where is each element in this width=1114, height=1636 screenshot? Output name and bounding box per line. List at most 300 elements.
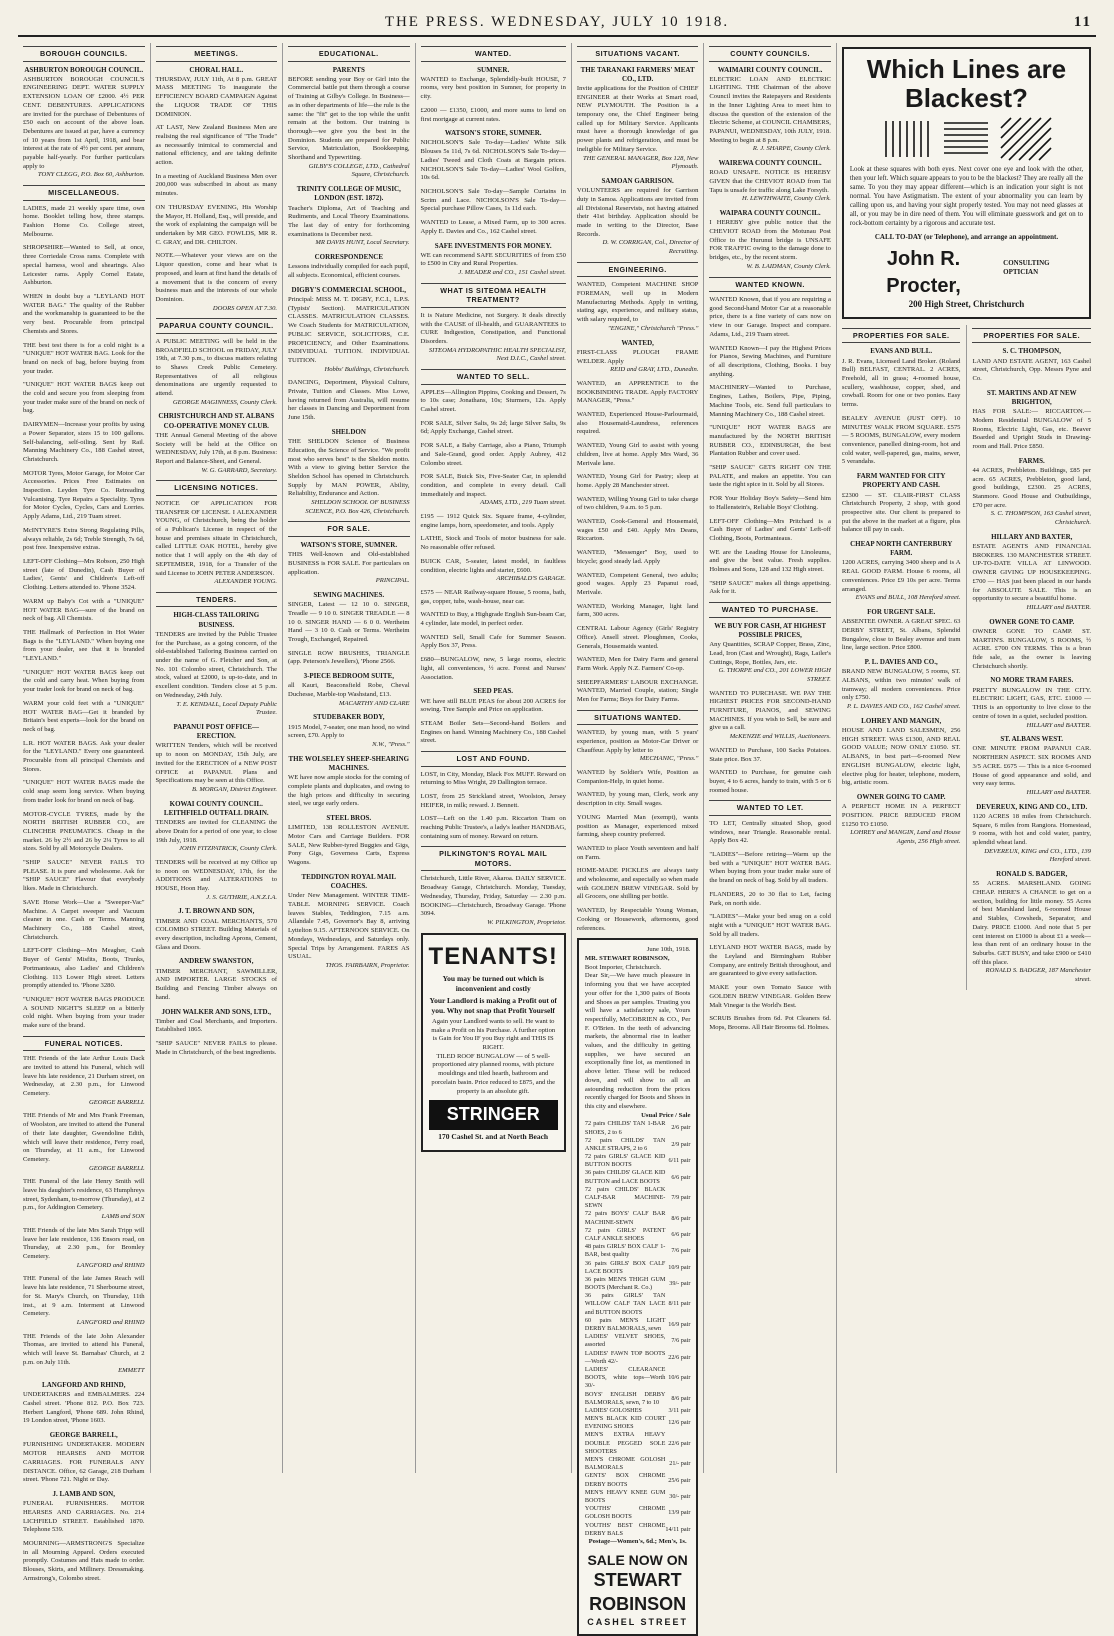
- classified-ad: [288, 379, 410, 423]
- ad-signature: JOHN FITZPATRICK, County Clerk.: [179, 845, 278, 853]
- optician-role: CONSULTING OPTICIAN: [1003, 259, 1050, 277]
- classified-ad: [577, 177, 699, 257]
- ad-body: YOUNG Married Man (exempt), wants position as Manager, experienced mixed farming, sheep country preferred.: [576, 813, 699, 839]
- ad-body: WANTED to Purchase, 100 Sacks Potatoes. State price. Box 37.: [709, 746, 831, 763]
- classified-ad: [23, 1055, 145, 1107]
- ad-signature: REID and GRAY, LTD., Dunedin.: [610, 366, 699, 374]
- classified-ad: [972, 618, 1091, 672]
- page-number: 11: [1073, 14, 1092, 30]
- ad-signature: S. C. THOMPSON, 163 Cashel street, Christchurch.: [990, 510, 1092, 527]
- classified-ad: [577, 867, 699, 902]
- ad-signature: "ENGINE," Christchurch "Press.": [607, 324, 699, 332]
- classified-ad: [288, 713, 410, 749]
- section-heading: PAPARUA COUNTY COUNCIL.: [156, 318, 278, 334]
- ad-signature: Hobbs' Buildings, Christchurch.: [324, 365, 410, 373]
- ad-signature: J. S. GUTHRIE, A.N.Z.I.A.: [206, 893, 278, 901]
- price-value: 6/6 pair: [671, 1173, 691, 1181]
- ad-body: ASHBURTON BOROUGH COUNCIL'S ENGINEERING DEPT. WATER SUPPLY EXTENSION LOAN OF £2000. 4½ PER CENT. DEBENTURES. APPLICATIONS are invited for the purchase of Debentures of £50 each on account of the above loan. Debentures are issued at par, have a currency of 10 years from 1st April, 1918, and bear interest at the rate of 4½ per cent. per annum, payable half-yearly. For further particulars apply to: [23, 75, 145, 170]
- ad-body: WANTED to place Youth seventeen and half on Farm.: [576, 844, 699, 861]
- ad-body: "SHIP SAUCE" NEVER FAILS TO PLEASE. It is pure and wholesome. Ask for "SHIP SAUCE" Flavour that everybody likes. Made in Christchurch.: [23, 859, 145, 893]
- classified-ad: [288, 755, 410, 809]
- price-value: 12/6 pair: [668, 1419, 691, 1427]
- ad-signature: DOORS OPEN AT 7.30.: [212, 304, 278, 312]
- ad-body: McINTYRE'S Extra Strong Regulating Pills, always reliable, 2s 6d; Treble Strength, 7s 6d, post free. Inexpensive extras.: [23, 526, 145, 552]
- price-value: 10/6 pair: [668, 1374, 691, 1382]
- ad-body: WANTED to Purchase, for genuine cash buyer, 4 to 6 acres, handy to train, with 5 or 6 roomed house.: [709, 769, 831, 794]
- price-value: 2/9 pair: [671, 1140, 691, 1148]
- classified-ad: [288, 253, 410, 281]
- ad-title: 3-PIECE BEDROOM SUITE,: [303, 672, 394, 681]
- column-7: [837, 43, 1096, 1473]
- price-item: MEN'S CHROME GOLOSH BALMORALS: [584, 1456, 666, 1472]
- ad-signature: GILBY'S COLLEGE, LTD., Cathedral Square, Christchurch.: [308, 162, 410, 179]
- price-value: 7/9 pair: [671, 1194, 691, 1202]
- classified-ad: [23, 1178, 145, 1222]
- price-item: LADIES' VELVET SHOES, assorted: [584, 1333, 666, 1349]
- ad-body: LAND AND ESTATE AGENT, 163 Cashel street, Christchurch, Opp. Messrs Pyne and Co.: [972, 357, 1092, 382]
- ad-signature: G. THORPE and CO., 201 LOWER HIGH STREET.: [718, 667, 831, 683]
- tenants-ad: [421, 933, 566, 1152]
- optician-question: Which Lines are Blackest?: [866, 54, 1067, 113]
- ad-body: SINGER, Latest — 12 10 0. SINGER, Treadle — 9 10 0. SINGER TREADLE — 8 10 0. SINGER HAND — 6 0 0. Wertheim Hand — 3 10 0. Cash or Terms. Wertheim Trough, Exchanged, Repaired.: [288, 601, 410, 644]
- classified-ad: [156, 338, 278, 408]
- ad-body: £195 — 1912 Quick Six. Square frame, 4-cylinder, engine lamps, horn, speedometer, and tools. Apply: [420, 513, 566, 529]
- classified-ad: [288, 428, 410, 517]
- ad-body: "UNIQUE" HOT WATER BAGS keep out the cold and secure you from sleeping from your trader make sure of the brand on neck of bag.: [23, 381, 145, 415]
- ad-title: WAIPARA COUNTY COUNCIL.: [719, 209, 821, 218]
- ad-body: £680—BUNGALOW, new, 5 large rooms, electric light, all conveniences, ½ acre. Forest and Nurses' Association.: [420, 656, 566, 681]
- ad-body: LADIES, made 21 weekly spare time, own home. Booklet telling how, three stamps. Fashion Home Co. College street, Melbourne.: [23, 204, 145, 238]
- classified-ad: [156, 1008, 278, 1036]
- price-item: 36 pairs GIRLS' TAN WILLOW CALF TAN LACE and BUTTON BOOTS: [584, 1292, 666, 1316]
- ad-signature: B. MORGAN, District Engineer.: [192, 785, 278, 793]
- price-row: [585, 1186, 691, 1211]
- classified-ad: [842, 608, 961, 653]
- optician-address: 200 High Street, Christchurch: [908, 298, 1025, 309]
- classified-ad: [421, 815, 566, 841]
- classified-ad: [23, 740, 145, 775]
- classified-ad: [421, 107, 566, 124]
- price-row: [585, 1456, 691, 1472]
- classified-ad: [709, 66, 831, 155]
- classified-ad: [577, 625, 699, 651]
- classified-ad: [23, 779, 145, 805]
- ad-body: Principal: MISS M. T. DIGBY, F.C.I., L.P.S. (Typists' Section). MATRICULATION CLASSES. MATRICULATION CLASSES. We Coach Students for MATRICULATION, PUBLIC SERVICE, SOLICITORS, C.E. PROFICIENCY, and Other Examinations. INDIVIDUAL TUITION. INDIVIDUAL TUITION.: [288, 296, 410, 364]
- ad-body: NICHOLSON'S Sale To-day—Sample Curtains in Scrim and Lace. NICHOLSON'S Sale To-day—Special purchase Pillow Cases, 1s 11d each.: [420, 188, 566, 213]
- ad-title: OWNER GONE TO CAMP.: [989, 617, 1075, 626]
- ad-title: SEWING MACHINES.: [313, 590, 385, 599]
- ad-body: WANTED Known, that if you are requiring a good Second-hand Motor Car at a reasonable price, there is a fine variety of cars now on view in our Garage. Inspect and compare. Adams, Ltd., 219 Tuam street.: [709, 296, 831, 338]
- classified-ad: [23, 1333, 145, 1377]
- ad-body: LATHE, Stock and Tools of motor business for sale. No reasonable offer refused.: [420, 535, 566, 552]
- ad-title: OWNER GOING TO CAMP.: [856, 792, 946, 801]
- section-heading: PILKINGTON'S ROYAL MAIL MOTORS.: [421, 846, 566, 871]
- ad-body: 55 ACRES. MARSHLAND. GOING CHEAP. HERE'S A CHANCE to get on a section, building for little money. 55 Acres of best Marshland land, 6-roomed House and Stables, Cowsheds, Separator, and Dairy. PRICE £1000. And note that 5 per cent interest on £1000 is about £1 a week—less than rent of an ordinary house in the Suburbs. GET BUSY, and take £900 or £410 off this place.: [972, 880, 1092, 966]
- price-value: 3/11 pair: [668, 1406, 691, 1414]
- ad-body: WANTED to Lease, a Mixed Farm, up to 300 acres. Apply E. Davies and Co., 162 Cashel street.: [420, 219, 566, 235]
- ad-body: "UNIQUE" HOT WATER BAGS PRODUCE A SOUND NIGHT'S SLEEP on a bitterly cold night. When buying from your trader make sure of the brand.: [23, 995, 145, 1030]
- ad-title: FOR URGENT SALE.: [867, 608, 936, 616]
- ad-body: 1200 ACRES, carrying 3400 sheep and is A REAL GOOD FARM. House 6 rooms, all conveniences. Price £9 10s per acre. Terms arranged.: [841, 559, 961, 593]
- ad-signature: H. LEWTHWAITE, County Clerk.: [741, 195, 831, 203]
- price-value: 30/- pair: [669, 1492, 691, 1500]
- classified-ad: [421, 219, 566, 236]
- ad-title: SEED PEAS.: [473, 687, 514, 696]
- ad-signature: THE GENERAL MANAGER, Box 128, New Plymouth.: [582, 154, 699, 171]
- ad-body: LOST, from 25 Strickland street, Woolston, Jersey HEIFER, in milk; reward. J. Bennett.: [420, 792, 566, 809]
- classified-ad: [709, 345, 831, 380]
- price-value: 2/6 pair: [671, 1124, 691, 1132]
- ad-title: WATSON'S STORE, SUMNER.: [444, 129, 542, 138]
- ad-body: FLANDERS, 20 to 30 flat to Let, facing Park, on north side.: [709, 890, 831, 907]
- price-row: [585, 1120, 691, 1136]
- horizontal-lines-square: [941, 118, 991, 160]
- price-value: 16/9 pair: [668, 1320, 691, 1328]
- ad-body: WRITTEN Tenders, which will be received up to noon on MONDAY, 15th July, are invited for the ERECTION of a NEW POST OFFICE at PAPANUI. Plans and Specifications may be seen at this Office.: [155, 742, 278, 785]
- ad-signature: EVANS and BULL, 108 Hereford street.: [855, 594, 961, 602]
- classified-ad: [709, 495, 831, 512]
- classified-ad: [709, 747, 831, 764]
- classified-ad: [577, 339, 699, 375]
- ad-signature: LANGFORD and RHIND: [76, 1261, 145, 1269]
- ad-body: WE have now ample stocks for the coming of complete plants and duplicates, and owing to the high prices and difficulty in securing steel, we urge early orders.: [288, 774, 410, 808]
- classified-ad: [709, 913, 831, 939]
- ad-body: FOR SALE, Buick Six, Five-Seater Car, in splendid condition, and complete in every detail. Call immediately and inspect.: [420, 473, 566, 498]
- section-heading: PROPERTIES FOR SALE.: [842, 328, 961, 344]
- classified-ad: [156, 66, 278, 120]
- ad-title: SAMOAN GARRISON.: [601, 177, 674, 185]
- ad-title: DIGBY'S COMMERCIAL SCHOOL,: [291, 285, 407, 294]
- ad-body: THE Annual General Meeting of the above Society will be held at the Office on WEDNESDAY, July 17th, at 8 p.m. Business: Report and Balance-Sheet, and General.: [155, 431, 278, 466]
- classified-ad: [288, 591, 410, 645]
- section-heading: SITUATIONS VACANT.: [577, 46, 699, 62]
- classified-ad: [709, 891, 831, 908]
- masthead: [18, 14, 1096, 37]
- ad-body: STEAM Boiler Sets—Second-hand Boilers and Engines on hand. Winning Machinery Co., 188 Cashel street.: [420, 719, 566, 745]
- ad-body: WANTED, by Respectable Young Woman, Cooking or Housework, afternoons, good references.: [576, 907, 699, 932]
- ad-body: MAKE your own Tomato Sauce with GOLDEN BREW VINEGAR. Golden Brew Malt Vinegar is the World's Best.: [709, 984, 831, 1009]
- price-item: LADIES' FAWN TOP BOOTS—Worth 42/-: [584, 1349, 666, 1365]
- price-item: 36 pairs MEN'S THIGH GUM BOOTS (Merchant R. Co.): [584, 1275, 666, 1292]
- classified-ad: [23, 669, 145, 695]
- ad-title: PARENTS: [332, 65, 365, 74]
- ad-body: £575 — NEAR Railway-square House, 5 rooms, bath, gas, copper, tubs, wash-house, near car.: [420, 588, 566, 605]
- price-item: 72 pairs CHILDS' TAN ANKLE STRAPS, 2 to 6: [584, 1136, 666, 1152]
- price-row: [585, 1292, 691, 1317]
- price-row: [585, 1366, 691, 1391]
- price-table-header: Usual Price / Sale: [641, 1111, 691, 1119]
- ad-body: WANTED, by young man, with 5 years' experience, position as Motor-Car Driver or Chauffeur. Apply by letter to: [576, 729, 699, 754]
- ad-body: HAS FOR SALE:— RICCARTON.— Modern Residential BUNGALOW of 5 Rooms, Electric Light, Gas, etc. Beaver Boarded and Upright Studs in Drawing-room and Hall. Price £850.: [972, 408, 1092, 450]
- ad-body: THE best test there is for a cold night is a "UNIQUE" HOT WATER BAG. Look for the brand on neck of bag, before buying from your trader.: [23, 341, 145, 375]
- section-heading: WANTED.: [421, 46, 566, 62]
- ad-body: "UNIQUE" HOT WATER BAGS made the cold snap seem long service. When buying from trader look for brand on neck of bag.: [23, 779, 145, 804]
- ad-body: THE Funeral of the late Henry Smith will leave his daughter's residence, 63 Humphreys street, Sydenham, to-morrow (Thursday), at 2 p.m., for Addington Cemetery.: [23, 1178, 145, 1212]
- ad-body: VOLUNTEERS are required for Garrison duty in Samoa. Applications are invited from all Divisional Reservists, not having attained their 41st birthday. Application should be made in writing to the Director, Base Records.: [576, 187, 699, 238]
- classified-ad: [577, 572, 699, 598]
- ad-title: FARMS.: [1018, 456, 1045, 465]
- price-item: MEN'S BLACK KID COURT EVENING SHOES: [584, 1415, 666, 1431]
- classified-ad: [23, 629, 145, 664]
- classified-ad: [23, 598, 145, 624]
- optician-cta: CALL TO-DAY (or Telephone), and arrange an appointment.: [874, 232, 1059, 241]
- ad-body: MOTOR-CYCLE TYRES, made by the NORTH BRITISH RUBBER CO., are CLINCHER PNEUMATICS. Cheap in the market. 26 by 2½ and 26 by 2¼ Tyres to all sizes. Sold by all Motorcycle Dealers.: [23, 810, 145, 853]
- ad-body: WARM up Baby's Cot with a "UNIQUE" HOT WATER BAG—sure of the brand on neck of bag. All Chemists.: [23, 597, 145, 623]
- classified-ad: [23, 1381, 145, 1426]
- price-row: [585, 1472, 691, 1488]
- classified-ad: [421, 242, 566, 278]
- column-1: [18, 43, 151, 1582]
- ad-body: HOUSE AND LAND SALESMEN, 256 HIGH STREET. WAS £1300, AND REAL GOOD VALUE; NOW ONLY £1050. ST. ALBANS, in best part—6-roomed New ENGLISH BUNGALOW, electric light, elective plug for heater, telephone, modern, big, artistic room.: [841, 727, 961, 787]
- ad-title: WANTED,: [621, 338, 654, 347]
- ad-body: WANTED, by young man, Clerk, work any description in city. Small wages.: [576, 791, 699, 808]
- ad-body: 44 ACRES, Prebbleton. Buildings, £85 per acre. 65 ACRES, Prebbleton, good land, good buildings, £2300. 25 ACRES, Stanmore. Good House and Outbuildings, £70 per acre.: [972, 466, 1092, 509]
- ad-body: ESTATE AGENTS AND FINANCIAL BROKERS. 130 MANCHESTER STREET. UP-TO-DATE VILLA AT LINWOOD. OWNER GIVING UP HOUSEKEEPING. £700 — HAS just been placed in our hands for ABSOLUTE SALE. This is an opportunity to secure a beautiful home.: [972, 543, 1092, 603]
- ad-title: FARM WANTED FOR CITY PROPERTY AND CASH.: [856, 472, 946, 490]
- ad-body: Teacher's Diploma, Art of Teaching and Rudiments, and Local Theory Examinations. The last day of entry for forthcoming examinations is December next.: [288, 204, 410, 238]
- ad-body: TENDERS will be received at my Office up to noon on WEDNESDAY, 17th, for the ADDITIONS and ALTERATIONS to HOUSE, Hoon Hay.: [155, 858, 278, 893]
- classified-ad: [577, 442, 699, 468]
- ad-signature: W. B. LAIDMAN, County Clerk.: [746, 262, 831, 270]
- letter-body: Dear Sir,—We have much pleasure in informing you that we have accepted your offer for the 1,300 pairs of Boots and Shoes as per samples. Trusting you will have a satisfactory sale, Yours respectfully, McCOBRIEN & CO., Per F. O'Brien. In the teeth of advancing markets, the abnormal rise in leather values, and the difficulty in getting supplies, we have secured an exceptionally fine lot, as mentioned in above letter. These will be reduced down, and will show to all an astounding reduction from the prices recently charged for Boots and Shoes in this city and elsewhere.: [584, 972, 691, 1110]
- ad-body: £2300 — ST. CLAIR-FIRST CLASS Christchurch Property, 2 shop, with good prospective site. Our client is prepared to put the above in the market at a figure, plus balance till pay in cash.: [841, 491, 961, 534]
- ad-body: "UNIQUE" HOT WATER BAGS are manufactured by the NORTH BRITISH RUBBER CO., EDINBURGH, the best Plantation Rubber and cover used.: [709, 424, 831, 458]
- classified-ad: [709, 518, 831, 544]
- ad-body: THIS Well-known and Old-established BUSINESS is FOR SALE. For particulars on application.: [288, 551, 410, 576]
- classified-ad: [842, 658, 961, 712]
- ad-body: 1915 Model, 7-seater, one man hood, no wind screen, £70. Apply to: [288, 723, 410, 740]
- ad-title: KOWAI COUNTY COUNCIL. LEITHFIELD OUTFALL DRAIN.: [163, 799, 269, 817]
- ad-body: TENDERS are invited for CLEANING the above Drain for a period of one year, to close 19th July, 1918.: [155, 819, 278, 844]
- price-value: 14/11 pair: [665, 1525, 691, 1533]
- ad-title: WATSON'S STORE, SUMNER.: [300, 540, 398, 549]
- ad-body: WE have still BLUE PEAS for about 200 ACRES for sowing. Tree Sample and Price on application.: [420, 697, 566, 714]
- classified-ad: [156, 252, 278, 313]
- diagonal-lines-square: [1001, 118, 1051, 160]
- classified-ad: [23, 66, 145, 181]
- ad-title: SUMNER.: [477, 65, 510, 74]
- classified-ad: [23, 205, 145, 240]
- ad-body: SHROPSHIRE—Wanted to Sell, at once, three Corriedale Cross rams. Complete with special harness, wool and shearings. Also Leicester rams. Apply Cornel Estate, Ashburton.: [23, 244, 145, 287]
- ad-body: WHEN in doubt buy a "LEYLAND HOT WATER BAG." The quality of the Rubber and the workmanship is guaranteed to be the very best. Procurable from principal Chemists and Stores.: [23, 293, 145, 335]
- tenants-line: Again your Landlord wants to sell. He want to make a Profit on his Purchase. A further option is Gain for You IF you Buy right and THIS IS RIGHT.: [431, 1017, 556, 1051]
- section-heading: MEETINGS.: [156, 46, 278, 62]
- classified-ad: [421, 611, 566, 628]
- classified-ad: [577, 845, 699, 862]
- ad-title: GEORGE BARRELL,: [49, 1431, 118, 1440]
- price-row: [585, 1317, 691, 1333]
- ad-body: "SHIP SAUCE" GETS RIGHT ON THE PALATE, and makes an appetite. You can taste the right spice in it. Sold by all Stores.: [709, 464, 831, 489]
- ad-body: CENTRAL Labour Agency (Girls' Registry Office). Ansell street. Ploughmen, Cooks, Generals, Housemaids wanted.: [576, 625, 699, 650]
- price-row: [585, 1407, 691, 1415]
- ad-body: "SHIP SAUCE" makes all things appetising. Ask for it.: [709, 579, 831, 596]
- ad-body: FOR SALE, a Baby Carriage, also a Piano, Triumph and Sale-Grand, good order. Apply Aubrey, 412 Colombo street.: [420, 442, 566, 467]
- ad-title: STEEL BROS.: [326, 814, 372, 823]
- ad-body: LEYLAND HOT WATER BAGS, made by the Leyland and Birmingham Rubber Company, are entirely British throughout, and are guaranteed to give every satisfaction.: [709, 944, 831, 978]
- price-item: BOYS' ENGLISH DERBY BALMORALS, sewn, 7 to 10: [584, 1390, 666, 1406]
- ad-body: ROAD UNSAFE. NOTICE IS HEREBY GIVEN that the CHEVIOT ROAD from Tai Tapu is unsafe for traffic along Lake Forsyth.: [709, 169, 831, 194]
- columns: [18, 43, 1096, 1627]
- ad-title: LOHREY AND MANGIN,: [861, 716, 942, 725]
- ad-body: It is Nature Medicine, not Surgery. It deals directly with the CAUSE of ill-health, and GUARANTEES to CURE Indigestion, Constipation, and Functional Disorders.: [420, 311, 566, 345]
- ad-body: THURSDAY, JULY 11th, At 8 p.m. GREAT MASS MEETING To inaugurate the EFFICIENCY BOARD CAMPAIGN Against the LIQUOR TRADE OF THIS DOMINION.: [155, 75, 278, 118]
- sale-now-on: SALE NOW ON: [587, 1551, 688, 1568]
- classified-ad: [288, 650, 410, 667]
- tenants-line: TILED ROOF BUNGALOW — of 5 well-proportioned airy planned rooms, with picture mouldings and tiled hearth, bathroom and porcelain basin. Price reduced to £875, and the property is an absolute gift.: [431, 1052, 555, 1095]
- classified-ad: [23, 381, 145, 416]
- ad-title: SAFE INVESTMENTS FOR MONEY.: [434, 241, 552, 250]
- price-item: GENTS' BOX CHROME DERBY BOOTS: [584, 1472, 666, 1488]
- vertical-lines-square: [881, 118, 931, 160]
- ad-signature: HILLARY and BAXTER.: [1026, 788, 1092, 796]
- ad-body: Lessons individually compiled for each pupil, all subjects. Economical, efficient courses.: [288, 263, 410, 280]
- classified-ad: [421, 513, 566, 530]
- classified-ad: [156, 412, 278, 475]
- ad-signature: HILLARY and BAXTER.: [1026, 604, 1092, 611]
- ad-body: "LADIES"—Before retiring—Warm up the bed with a "UNIQUE" HOT WATER BAG. When buying from your trader make sure of the brand on neck of bag. Sold by all traders.: [709, 850, 831, 885]
- classified-ad: [23, 470, 145, 522]
- column-2: [151, 43, 284, 1473]
- ad-title: ANDREW SWANSTON,: [179, 957, 254, 966]
- ad-body: THE Friends of the late John Alexander Thomas, are invited to attend his Funeral, which will leave St. Barnabas' Church, at 2 p.m. on July 11th.: [23, 1332, 145, 1366]
- classified-ad: [577, 656, 699, 673]
- ad-body: J. R. Evans, Licensed Land Broker. (Roland Bull) BELFAST, CENTRAL. 2 ACRES, Freehold, all in grass; 4-roomed house, scullery, washhouse, copper, shed, and cowbaIl. Room for one or two ponies. Easy terms.: [841, 357, 961, 409]
- ad-body: THE Friends of the late Arthur Louis Dack are invited to attend his Funeral, which will leave his late residence, 21 Durham street, on Wednesday, at 2.30 p.m., for Linwood Cemetery.: [23, 1055, 145, 1098]
- price-row: [585, 1391, 691, 1407]
- price-item: YOUTHS' CHROME GOLOSH BOOTS: [584, 1505, 666, 1521]
- classified-ad: [709, 769, 831, 795]
- ad-title: STUDEBAKER BODY,: [313, 713, 385, 722]
- ad-body: SCRUB Brushes from 6d. Pot Cleaners 6d. Mops, Brooms. All Hair Brooms 6d. Holmes.: [709, 1015, 831, 1031]
- classified-ad: [709, 820, 831, 846]
- letter-addressee: MR. STEWART ROBINSON,: [584, 954, 670, 962]
- section-heading: WANTED TO PURCHASE.: [709, 602, 831, 618]
- ad-title: ST. ALBANS WEST.: [1000, 735, 1064, 744]
- classified-ad: [23, 293, 145, 337]
- ad-body: Christchurch, Little River, Akaroa. DAILY SERVICE. Broadway Garage, Christchurch. Monday, Tuesday, Wednesday, Thursday, Friday, Saturday — 2.30 p.m. BOOKING—Christchurch, Broadway Garage. 'Phone 3094.: [420, 875, 566, 918]
- classified-ad: [23, 1112, 145, 1173]
- classified-ad: [421, 656, 566, 682]
- price-row: [585, 1350, 691, 1366]
- price-item: 36 pairs GIRLS' BOX CALF LACE BOOTS: [584, 1259, 666, 1275]
- classified-ad: [972, 347, 1091, 383]
- ad-body: LOST, in City, Monday, Black Fox MUFF. Reward on returning to Miss Wright, 29 Dallington terrace.: [420, 770, 566, 787]
- section-heading: PROPERTIES FOR SALE.: [972, 328, 1091, 344]
- classified-ad: [972, 389, 1091, 452]
- ad-signature: GEORGE MAGINNESS, County Clerk.: [172, 398, 278, 406]
- classified-ad: [842, 717, 961, 788]
- ad-body: Invite applications for the Position of CHIEF ENGINEER at their Works at Smart road, NEW PLYMOUTH. The Position is a temporary one, the Chief Engineer being called up for Military Service. Applicants must have a thorough knowledge of gas power plants and refrigeration, and must be ineligible for Military Service.: [576, 84, 699, 153]
- classified-ad: [577, 729, 699, 764]
- price-item: 72 pairs BOYS' CALF BAR MACHINE-SEWN: [584, 1210, 666, 1226]
- ad-body: Any Quantities, SCRAP Copper, Brass, Zinc, Lead, Iron (Cast and Wrought), Rags, Lailer's Cuttings, Rope, Bottles, Jars, etc.: [709, 641, 831, 666]
- ad-body: SINGLE ROW BRUSHES, TRIANGLE (app. Peterson's Jewellers), 'Phone 2566.: [288, 649, 410, 666]
- postage-note: Postage—Women's, 6d.; Men's, 1s.: [588, 1537, 687, 1545]
- ad-title: HIGH-CLASS TAILORING BUSINESS.: [173, 611, 260, 629]
- ad-body: TIMBER MERCHANT, SAWMILLER, AND IMPORTER. LARGE STOCKS of Building and Fencing Timber always on hand.: [155, 967, 278, 1001]
- ad-signature: W. PILKINGTON, Proprietor.: [487, 918, 566, 926]
- classified-ad: [577, 769, 699, 786]
- tenants-headline: TENANTS!: [428, 942, 558, 970]
- price-row: [585, 1505, 691, 1521]
- ad-body: DAIRYMEN—Increase your profits by using a Power Separator, sizes 15 to 100 gallons. Self-balancing, self-oiling. Sent by Rail. Manning Machinery Co., 188 Cashel street, Christchurch.: [23, 421, 145, 463]
- ad-body: BEFORE sending your Boy or Girl into the Commercial battle put them through a course of Training at Gilby's College. In Business—as in other departments of life—the rule is the same: the "fit" get to the top while the unfit remain at the bottom. Our training is thorough—we give you the best in the Dominion. Students are prepared for Public Service, Matriculation, Bookkeeping, Shorthand and Typewriting.: [288, 75, 410, 162]
- ad-body: WANTED, Competent MACHINE SHOP FOREMAN, well up in Modern Manufacturing Methods. Apply in writing, stating age, experience, and military status, with salary required, to: [576, 281, 699, 324]
- classified-ad: [577, 411, 699, 437]
- ad-signature: ALEXANDER YOUNG.: [214, 578, 278, 586]
- ad-title: ST. MARTINS AND AT NEW BRIGHTON,: [986, 388, 1077, 406]
- ad-body: WE can recommend SAFE SECURITIES of from £50 to £500 in City and Rural Properties.: [420, 251, 566, 268]
- classified-ad: [421, 589, 566, 606]
- ad-body: A PUBLIC MEETING will be held in the BROADFIELD SCHOOL on FRIDAY, JULY 19th, at 7.30 p.m., to discuss matters relating to Shaws Creek Public Cemetery. Representatives of all religious denominations are urgently requested to attend.: [155, 337, 278, 398]
- ad-body: LOST—Left on the 1.40 p.m. Riccarton Tram on reaching Public Trustee's, a lady's leather HANDBAG, containing sum of money. Reward on return.: [420, 815, 566, 840]
- classified-ad: [23, 421, 145, 465]
- classified-ad: [23, 558, 145, 593]
- price-value: 8/11 pair: [668, 1300, 691, 1308]
- classified-ad: [156, 723, 278, 795]
- classified-ad: [577, 66, 699, 173]
- column-4: [416, 43, 572, 1473]
- price-row: [585, 1276, 691, 1292]
- price-value: 13/9 pair: [668, 1509, 691, 1517]
- ad-body: WANTED by Soldier's Wife, Position as Companion-Help, in quiet home.: [576, 769, 699, 785]
- price-item: 36 pairs CHILDS' GLACE KID BUTTON and LACE BOOTS: [584, 1169, 666, 1185]
- classified-ad: [842, 415, 961, 467]
- classified-ad: [709, 209, 831, 271]
- classified-ad: [421, 558, 566, 584]
- ad-title: THE WOLSELEY SHEEP-SHEARING MACHINES.: [288, 754, 410, 773]
- ad-body: 1120 ACRES 18 miles from Christchurch. Square, 6 miles from Rangiora. Homestead, 9 rooms, with hot and cold water, pantry, splendid wheat land.: [972, 812, 1092, 846]
- classified-ad: [156, 500, 278, 587]
- price-table: [585, 1120, 691, 1538]
- classified-ad: [709, 622, 831, 685]
- column-6: [704, 43, 837, 1473]
- classified-ad: [709, 424, 831, 459]
- classified-ad: [23, 811, 145, 855]
- ad-body: FOR Your Holiday Boy's Safety—Send him to Hallenstein's, Reliable Boys' Clothing.: [709, 495, 831, 511]
- classified-ad: [577, 814, 699, 840]
- price-row: [585, 1169, 691, 1185]
- ad-body: WE are the Leading House for Linoleums, and give the best value. Fresh supplies. Holmes and Sons, 128 and 132 High street.: [709, 548, 831, 574]
- ad-body: WANTED, Experienced House-Parlourmaid, also Housemaid-Laundress, references required.: [576, 411, 699, 436]
- classified-ad: [288, 286, 410, 375]
- price-item: YOUTHS' BEST CHROME DERBY BALS: [584, 1521, 666, 1537]
- masthead-title: THE PRESS. WEDNESDAY, JULY 10 1918.: [384, 14, 730, 30]
- ad-signature: R. J. SHARPE, County Clerk.: [752, 145, 831, 153]
- classified-ad: [972, 803, 1091, 865]
- ad-signature: SHELDON SCHOOL OF BUSINESS SCIENCE, P.O. Box 426, Christchurch.: [305, 499, 410, 515]
- classified-ad: [156, 859, 278, 903]
- ad-title: WE BUY FOR CASH, AT HIGHEST POSSIBLE PRICES,: [714, 621, 827, 639]
- ad-body: THE Funeral of the late James Reach will leave his late residence, 71 Sherbourne street, for St. Mary's Church, on Thursday, 11th inst., at 9 a.m. Interment at Linwood Cemetery.: [23, 1275, 145, 1318]
- ad-signature: P. L. DAVIES AND CO., 162 Cashel street.: [846, 703, 961, 711]
- ad-body: HOME-MADE PICKLES are always tasty and wholesome, and especially so when made with GOLDEN BREW VINEGAR. Sold by all Grocers, one shilling per bottle.: [576, 867, 699, 901]
- classified-ad: [288, 672, 410, 708]
- classified-ad: [421, 793, 566, 810]
- classified-ad: [23, 342, 145, 377]
- ad-body: I HEREBY give public notice that the CHEVIOT ROAD from the Motunau Post Office to the Hurunui bridge is UNSAFE FOR TRAFFIC owing to the damage done to bridges, etc., by the recent storm.: [709, 219, 831, 262]
- classified-ad: [288, 541, 410, 586]
- classified-ad: [156, 1040, 278, 1057]
- ad-body: PRETTY BUNGALOW IN THE CITY. ELECTRIC LIGHT, GAS, ETC. £1000 — THIS is an opportunity to live close to the centre of town in a quiet, secluded position.: [972, 686, 1092, 720]
- ad-body: A PERFECT HOME IN A PERFECT POSITION. PRICE REDUCED FROM £1250 TO £1050.: [841, 803, 961, 828]
- ad-body: WANTED, Willing Young Girl to take charge of two children, 9 a.m. to 5 p.m.: [576, 495, 699, 512]
- letter-role: Boot Importer, Christchurch.: [584, 963, 662, 971]
- ad-body: "LADIES"—Make your bed snug on a cold night with a "UNIQUE" HOT WATER BAG. Sold by all traders.: [709, 913, 831, 938]
- ad-body: MOURNING—ARMSTRONG'S Specialize in all Mourning Apparel. Orders executed promptly. Costumes and Hats made to order. Blouses, Skirts, and Millinery. Dressmaking. Armstrong's, Colombo street.: [23, 1539, 145, 1582]
- classified-ad: [709, 1015, 831, 1032]
- ad-title: CHRISTCHURCH AND ST. ALBANS CO-OPERATIVE MONEY CLUB.: [158, 412, 275, 430]
